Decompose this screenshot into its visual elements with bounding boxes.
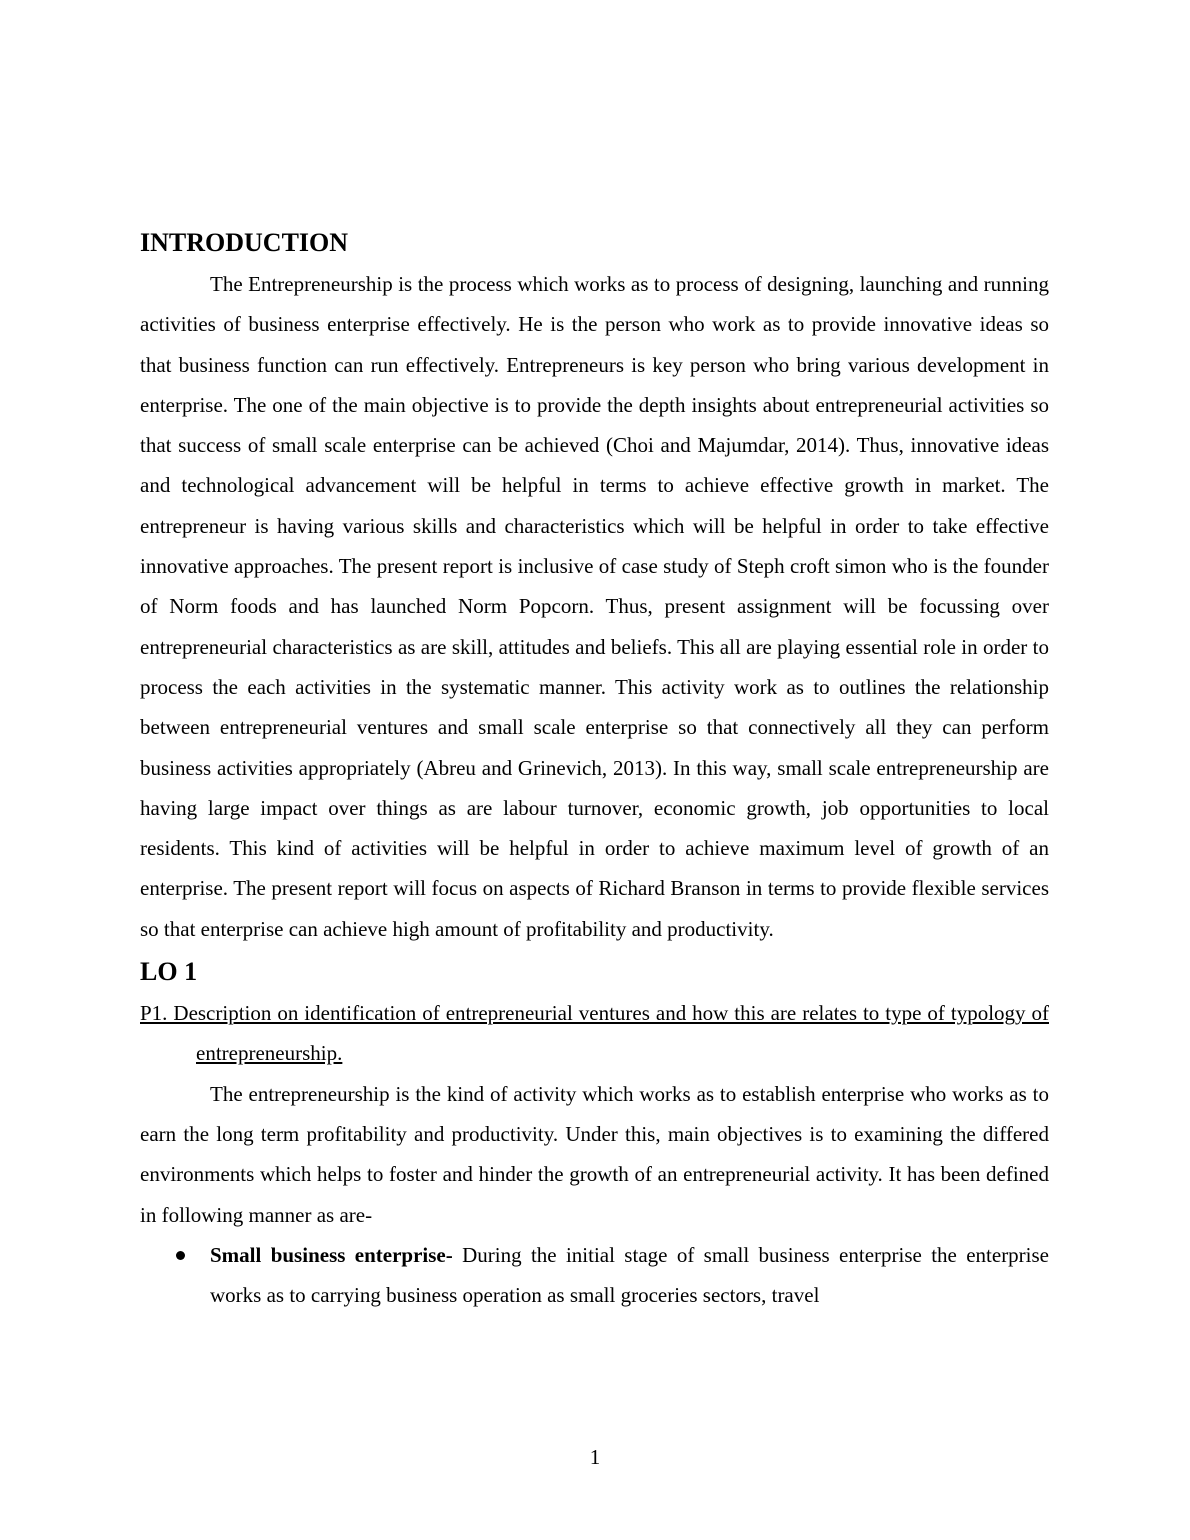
bullet-list	[140, 1235, 1049, 1316]
bullet-text: During the initial stage of small business enterprise the enterprise works as to carrying business operation as small groceries sectors, travel	[210, 1242, 1050, 1308]
bullet-title: Small business enterprise-	[210, 1242, 453, 1267]
page-content	[140, 226, 1049, 1315]
list-item	[140, 1235, 1049, 1316]
introduction-paragraph: The Entrepreneurship is the process which works as to process of designing, launching and running activities of business enterprise effectively. He is the person who work as to provide innovative ideas so that business function can run effectively. Entrepreneurs is key person who bring various development in enterprise. The one of the main objective is to provide the depth insights about entrepreneurial activities so that success of small scale enterprise can be achieved (Choi and Majumdar, 2014). Thus, innovative ideas and technological advancement will be helpful in terms to achieve effective growth in market. The entrepreneur is having various skills and characteristics which will be helpful in order to take effective innovative approaches. The present report is inclusive of case study of Steph croft simon who is the founder of Norm foods and has launched Norm Popcorn. Thus, present assignment will be focussing over entrepreneurial characteristics as are skill, attitudes and beliefs. This all are playing essential role in order to process the each activities in the systematic manner. This activity work as to outlines the relationship between entrepreneurial ventures and small scale enterprise so that connectively all they can perform business activities appropriately (Abreu and Grinevich, 2013). In this way, small scale entrepreneurship are having large impact over things as are labour turnover, economic growth, job opportunities to local residents. This kind of activities will be helpful in order to achieve maximum level of growth of an enterprise. The present report will focus on aspects of Richard Branson in terms to provide flexible services so that enterprise can achieve high amount of profitability and productivity.	[140, 272, 1049, 941]
p1-subheading: P1. Description on identification of entrepreneurial ventures and how this are relates to type of typology of entrepreneurship.	[140, 1001, 1049, 1066]
page-number: 1	[589, 1445, 601, 1469]
lo1-heading: LO 1	[140, 957, 198, 987]
introduction-heading: INTRODUCTION	[140, 228, 349, 257]
bullet-icon	[176, 1251, 185, 1260]
p1-paragraph: The entrepreneurship is the kind of activity which works as to establish enterprise who works as to earn the long term profitability and productivity. Under this, main objectives is to examining the differed environments which helps to foster and hinder the growth of an entrepreneurial activity. It has been defined in following manner as are-	[140, 1081, 1049, 1227]
